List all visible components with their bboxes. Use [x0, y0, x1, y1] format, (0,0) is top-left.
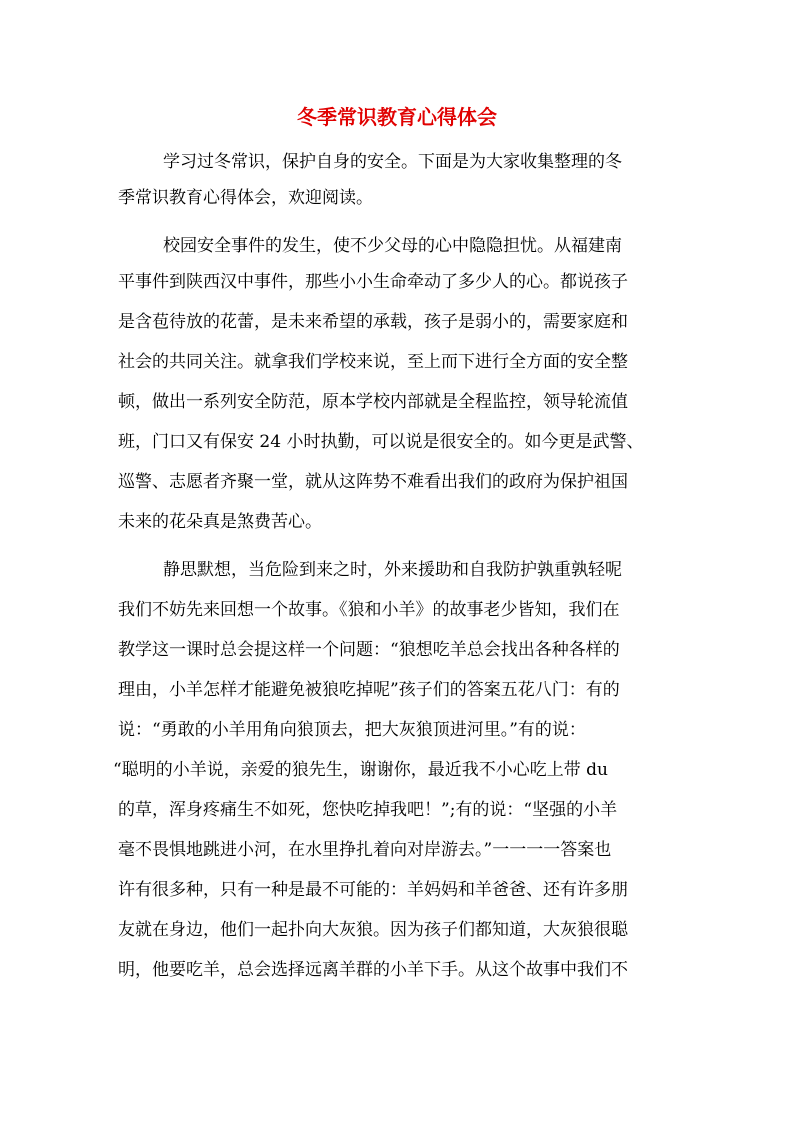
text-line: 说：“勇敢的小羊用角向狼顶去，把大灰狼顶进河里。”有的说：	[118, 720, 586, 740]
text-line: 是含苞待放的花蕾，是未来希望的承载，孩子是弱小的，需要家庭和	[118, 312, 628, 332]
text-line: 社会的共同关注。就拿我们学校来说，至上而下进行全方面的安全整	[118, 352, 628, 372]
text-line: 我们不妨先来回想一个故事。《狼和小羊》的故事老少皆知，我们在	[118, 600, 620, 620]
text-line: 的草，浑身疼痛生不如死，您快吃掉我吧！”;有的说：“坚强的小羊	[118, 800, 618, 820]
text-line: 巡警、志愿者齐聚一堂，就从这阵势不难看出我们的政府为保护祖国	[118, 472, 628, 492]
text-line: 顿，做出一系列安全防范，原本学校内部就是全程监控，领导轮流值	[118, 392, 628, 412]
text-line: 友就在身边，他们一起扑向大灰狼。因为孩子们都知道，大灰狼很聪	[118, 920, 628, 940]
text-line: 毫不畏惧地跳进小河，在水里挣扎着向对岸游去。”一一一一答案也	[118, 840, 612, 860]
text-line: “聪明的小羊说，亲爱的狼先生，谢谢你，最近我不小心吃上带 du	[113, 760, 608, 780]
text-line: 学习过冬常识，保护自身的安全。下面是为大家收集整理的冬	[163, 152, 622, 172]
text-line: 校园安全事件的发生，使不少父母的心中隐隐担忧。从福建南	[163, 236, 622, 256]
document-title: 冬季常识教育心得体会	[297, 105, 497, 129]
text-line: 季常识教育心得体会，欢迎阅读。	[118, 188, 373, 208]
text-line: 教学这一课时总会提这样一个问题：“狼想吃羊总会找出各种各样的	[118, 640, 620, 660]
text-line: 静思默想，当危险到来之时，外来援助和自我防护孰重孰轻呢	[163, 560, 622, 580]
text-line: 许有很多种，只有一种是最不可能的：羊妈妈和羊爸爸、还有许多朋	[118, 880, 628, 900]
text-line: 未来的花朵真是煞费苦心。	[118, 512, 322, 532]
text-line: 平事件到陕西汉中事件，那些小小生命牵动了多少人的心。都说孩子	[118, 272, 628, 292]
text-line: 明，他要吃羊，总会选择远离羊群的小羊下手。从这个故事中我们不	[118, 960, 628, 980]
text-line: 理由，小羊怎样才能避免被狼吃掉呢”孩子们的答案五花八门：有的	[118, 680, 620, 700]
text-line: 班，门口又有保安 24 小时执勤，可以说是很安全的。如今更是武警、	[118, 432, 644, 452]
